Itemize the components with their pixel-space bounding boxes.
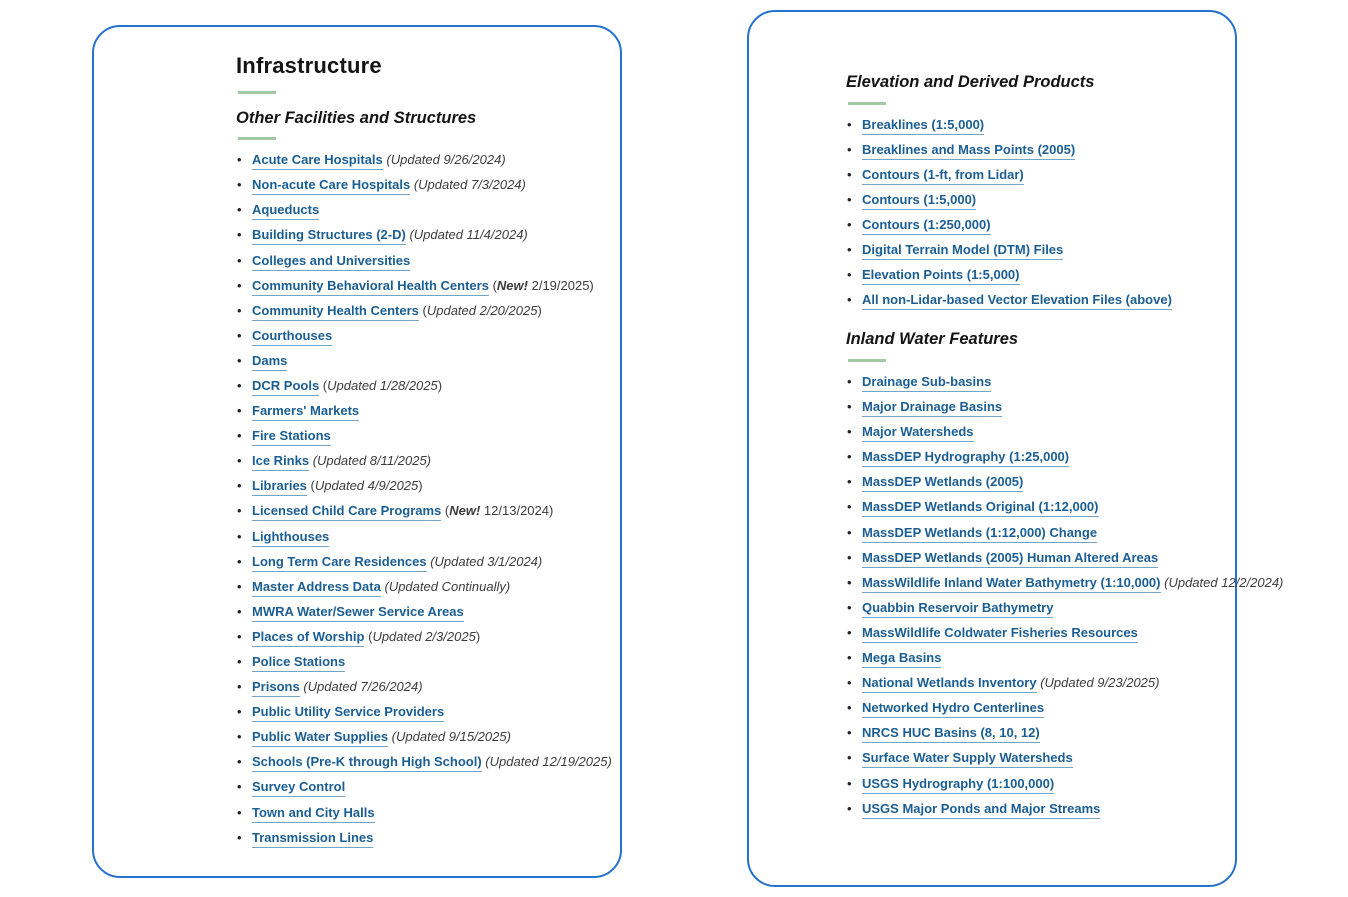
list-item bbox=[236, 649, 600, 674]
list-item bbox=[236, 524, 600, 549]
section-inland-water bbox=[846, 329, 1284, 820]
list-item bbox=[846, 620, 1235, 645]
dataset-link-list bbox=[846, 369, 1284, 821]
dataset-link[interactable]: Public Utility Service Providers bbox=[252, 704, 444, 722]
dataset-link[interactable]: Major Watersheds bbox=[862, 424, 974, 442]
list-item bbox=[236, 574, 600, 599]
dataset-link[interactable]: Non-acute Care Hospitals bbox=[252, 177, 410, 195]
list-item bbox=[236, 398, 600, 423]
dataset-link[interactable]: Police Stations bbox=[252, 654, 345, 672]
dataset-link[interactable]: Drainage Sub-basins bbox=[862, 374, 991, 392]
green-rule bbox=[848, 102, 886, 105]
dataset-link[interactable]: MassWildlife Inland Water Bathymetry (1:10,000) bbox=[862, 575, 1161, 593]
list-item bbox=[236, 498, 600, 523]
list-item bbox=[846, 137, 1235, 162]
list-item bbox=[236, 423, 600, 448]
section-elevation bbox=[846, 72, 1235, 312]
dataset-link[interactable]: Schools (Pre-K through High School) bbox=[252, 754, 482, 772]
list-item bbox=[846, 469, 1235, 494]
dataset-link[interactable]: Survey Control bbox=[252, 779, 345, 797]
dataset-link[interactable]: Ice Rinks bbox=[252, 453, 309, 471]
list-item bbox=[236, 699, 600, 724]
list-item bbox=[846, 369, 1235, 394]
list-item bbox=[236, 624, 600, 649]
section-heading: Other Facilities and Structures bbox=[236, 108, 477, 127]
item-update-note: (Updated 2/3/2025) bbox=[368, 628, 481, 644]
dataset-link[interactable]: Licensed Child Care Programs bbox=[252, 503, 441, 521]
list-item bbox=[846, 771, 1235, 796]
dataset-link[interactable]: Master Address Data bbox=[252, 579, 381, 597]
dataset-link[interactable]: Farmers' Markets bbox=[252, 403, 359, 421]
dataset-link[interactable]: MassDEP Wetlands Original (1:12,000) bbox=[862, 499, 1099, 517]
item-update-note: (Updated 11/4/2024) bbox=[409, 227, 528, 243]
list-item bbox=[846, 237, 1235, 262]
dataset-link[interactable]: Public Water Supplies bbox=[252, 729, 388, 747]
dataset-link[interactable]: Breaklines (1:5,000) bbox=[862, 117, 984, 135]
dataset-link[interactable]: Networked Hydro Centerlines bbox=[862, 700, 1044, 718]
item-update-note: (Updated Continually) bbox=[384, 578, 511, 594]
dataset-link[interactable]: Colleges and Universities bbox=[252, 253, 410, 271]
list-item bbox=[236, 674, 600, 699]
list-item bbox=[236, 323, 600, 348]
item-update-note: (Updated 2/20/2025) bbox=[422, 302, 542, 318]
item-update-note: (Updated 12/19/2025) bbox=[485, 754, 612, 770]
dataset-link[interactable]: Community Health Centers bbox=[252, 303, 419, 321]
list-item bbox=[846, 162, 1235, 187]
item-update-note: (Updated 9/23/2025) bbox=[1040, 675, 1160, 691]
list-item bbox=[236, 825, 600, 850]
list-item bbox=[236, 273, 600, 298]
dataset-link[interactable]: Fire Stations bbox=[252, 428, 331, 446]
list-item bbox=[236, 724, 600, 749]
item-update-note: (Updated 4/9/2025) bbox=[310, 478, 423, 494]
dataset-link[interactable]: DCR Pools bbox=[252, 378, 319, 396]
dataset-link[interactable]: Building Structures (2-D) bbox=[252, 227, 406, 245]
dataset-link-list bbox=[846, 112, 1235, 313]
dataset-link[interactable]: Breaklines and Mass Points (2005) bbox=[862, 142, 1075, 160]
list-item bbox=[236, 172, 600, 197]
green-rule bbox=[848, 359, 886, 362]
section-heading: Elevation and Derived Products bbox=[846, 73, 1095, 91]
dataset-link[interactable]: MWRA Water/Sewer Service Areas bbox=[252, 604, 464, 622]
list-item bbox=[846, 444, 1235, 469]
item-update-note: (Updated 1/28/2025) bbox=[322, 377, 443, 393]
list-item bbox=[236, 373, 600, 398]
dataset-link[interactable]: NRCS HUC Basins (8, 10, 12) bbox=[862, 725, 1040, 743]
dataset-link[interactable]: Libraries bbox=[252, 478, 307, 496]
item-update-note: (Updated 12/2/2024) bbox=[1164, 574, 1284, 590]
dataset-link[interactable]: Contours (1:5,000) bbox=[862, 192, 976, 210]
list-item bbox=[236, 348, 600, 373]
dataset-link[interactable]: Dams bbox=[252, 353, 287, 371]
dataset-link[interactable]: National Wetlands Inventory bbox=[862, 675, 1037, 693]
dataset-link[interactable]: Acute Care Hospitals bbox=[252, 152, 383, 170]
section-other-facilities bbox=[236, 108, 612, 850]
dataset-link[interactable]: Town and City Halls bbox=[252, 805, 375, 823]
list-item bbox=[846, 545, 1235, 570]
left-card bbox=[92, 25, 622, 878]
list-item bbox=[236, 197, 600, 222]
item-update-note: (Updated 9/15/2025) bbox=[391, 729, 511, 745]
dataset-link[interactable]: Contours (1-ft, from Lidar) bbox=[862, 167, 1024, 185]
dataset-link[interactable]: Community Behavioral Health Centers bbox=[252, 278, 489, 296]
list-item bbox=[846, 520, 1235, 545]
dataset-link[interactable]: MassDEP Wetlands (2005) Human Altered Areas bbox=[862, 550, 1158, 568]
dataset-link[interactable]: Lighthouses bbox=[252, 529, 329, 547]
section-heading-block bbox=[846, 72, 1235, 105]
page-title: Infrastructure bbox=[236, 53, 382, 78]
list-item bbox=[846, 670, 1235, 695]
dataset-link[interactable]: Transmission Lines bbox=[252, 830, 373, 848]
dataset-link[interactable]: Prisons bbox=[252, 679, 300, 697]
infrastructure-title-block bbox=[236, 52, 600, 94]
green-rule bbox=[238, 137, 276, 140]
right-card bbox=[747, 10, 1284, 887]
dataset-link[interactable]: USGS Hydrography (1:100,000) bbox=[862, 776, 1054, 794]
green-rule bbox=[238, 91, 276, 94]
item-update-note: (New! 12/13/2024) bbox=[444, 503, 554, 519]
list-item bbox=[846, 494, 1235, 519]
list-item bbox=[236, 599, 600, 624]
dataset-link[interactable]: MassWildlife Coldwater Fisheries Resources bbox=[862, 625, 1138, 643]
dataset-link[interactable]: Surface Water Supply Watersheds bbox=[862, 750, 1073, 768]
dataset-link[interactable]: Places of Worship bbox=[252, 629, 364, 647]
item-update-note: (Updated 7/3/2024) bbox=[413, 177, 526, 193]
list-item bbox=[236, 774, 600, 799]
dataset-link[interactable]: Aqueducts bbox=[252, 202, 319, 220]
list-item bbox=[236, 248, 600, 273]
section-heading-block bbox=[846, 329, 1235, 362]
dataset-link[interactable]: MassDEP Wetlands (2005) bbox=[862, 474, 1023, 492]
list-item bbox=[236, 549, 600, 574]
list-item bbox=[236, 448, 600, 473]
item-update-note: (Updated 7/26/2024) bbox=[303, 679, 423, 695]
list-item bbox=[846, 745, 1235, 770]
dataset-link[interactable]: Elevation Points (1:5,000) bbox=[862, 267, 1020, 285]
list-item bbox=[846, 595, 1235, 620]
item-update-note: (Updated 9/26/2024) bbox=[386, 152, 506, 168]
dataset-link[interactable]: Quabbin Reservoir Bathymetry bbox=[862, 600, 1053, 618]
list-item bbox=[846, 187, 1235, 212]
dataset-link-list bbox=[236, 147, 612, 850]
list-item bbox=[236, 222, 600, 247]
dataset-link[interactable]: Mega Basins bbox=[862, 650, 941, 668]
list-item bbox=[846, 796, 1235, 821]
list-item bbox=[846, 212, 1235, 237]
list-item bbox=[236, 298, 600, 323]
list-item bbox=[846, 645, 1235, 670]
dataset-link[interactable]: Digital Terrain Model (DTM) Files bbox=[862, 242, 1063, 260]
item-update-note: (Updated 3/1/2024) bbox=[430, 553, 543, 569]
dataset-link[interactable]: USGS Major Ponds and Major Streams bbox=[862, 801, 1100, 819]
dataset-link[interactable]: Major Drainage Basins bbox=[862, 399, 1002, 417]
dataset-link[interactable]: Long Term Care Residences bbox=[252, 554, 427, 572]
list-item bbox=[846, 695, 1235, 720]
list-item bbox=[846, 112, 1235, 137]
list-item bbox=[236, 749, 612, 774]
list-item bbox=[846, 419, 1235, 444]
dataset-link[interactable]: MassDEP Wetlands (1:12,000) Change bbox=[862, 525, 1097, 543]
dataset-link[interactable]: Contours (1:250,000) bbox=[862, 217, 991, 235]
list-item bbox=[236, 147, 600, 172]
list-item bbox=[846, 570, 1284, 595]
item-update-note: (New! 2/19/2025) bbox=[492, 277, 594, 293]
dataset-link[interactable]: MassDEP Hydrography (1:25,000) bbox=[862, 449, 1069, 467]
dataset-link[interactable]: All non-Lidar-based Vector Elevation Files (above) bbox=[862, 292, 1172, 310]
section-heading-block bbox=[236, 108, 600, 141]
list-item bbox=[236, 800, 600, 825]
list-item bbox=[846, 262, 1235, 287]
list-item bbox=[846, 394, 1235, 419]
list-item bbox=[236, 473, 600, 498]
section-heading: Inland Water Features bbox=[846, 330, 1019, 349]
item-update-note: (Updated 8/11/2025) bbox=[312, 453, 432, 469]
list-item bbox=[846, 287, 1235, 312]
dataset-link[interactable]: Courthouses bbox=[252, 328, 332, 346]
list-item bbox=[846, 720, 1235, 745]
